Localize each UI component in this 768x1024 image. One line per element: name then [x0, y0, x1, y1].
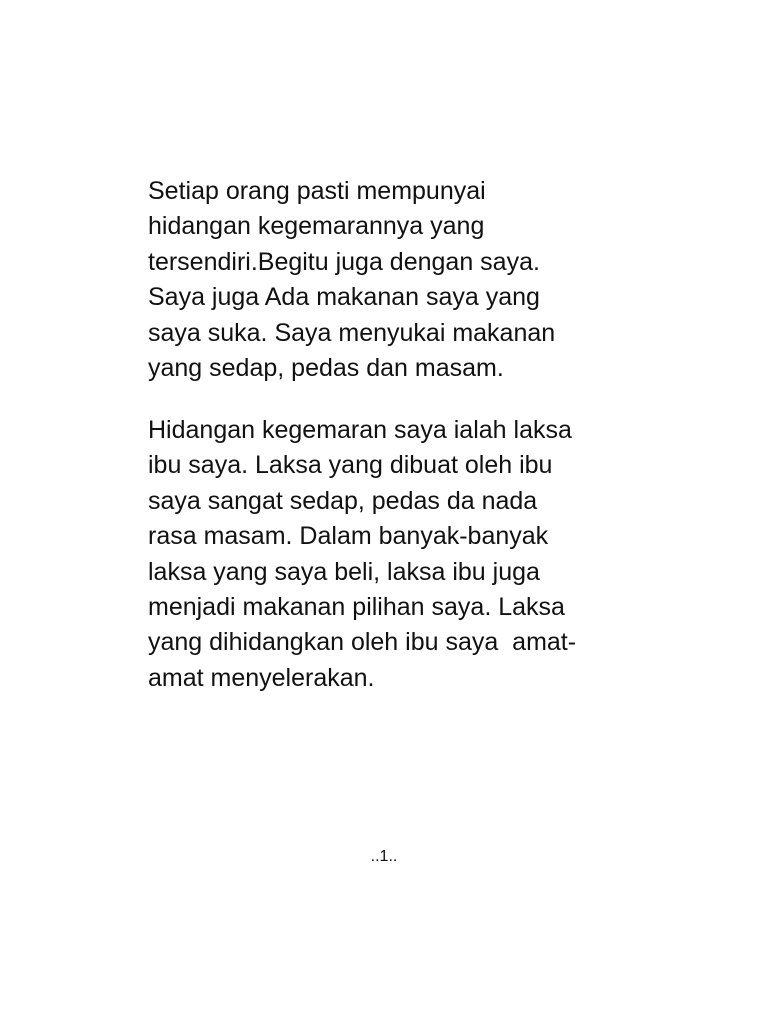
text-line: amat menyelerakan. — [148, 663, 375, 692]
text-line: yang sedap, pedas dan masam. — [148, 353, 504, 382]
text-line: menjadi makanan pilihan saya. Laksa — [148, 592, 565, 621]
page-number: ..1.. — [370, 848, 398, 865]
text-line: laksa yang saya beli, laksa ibu juga — [148, 557, 540, 586]
text-line: ibu saya. Laksa yang dibuat oleh ibu — [148, 451, 553, 480]
text-line: saya suka. Saya menyukai makanan — [148, 318, 556, 347]
text-line: rasa masam. Dalam banyak-banyak — [148, 522, 549, 551]
text-line: Hidangan kegemaran saya ialah laksa — [148, 416, 572, 444]
text-line: Saya juga Ada makanan saya yang — [148, 283, 540, 312]
paragraph-2 — [148, 413, 668, 696]
text-line: tersendiri.Begitu juga dengan saya. — [148, 247, 540, 276]
text-line: Setiap orang pasti mempunyai — [148, 177, 486, 205]
text-line: yang dihidangkan oleh ibu saya amat- — [148, 628, 577, 657]
text-line: saya sangat sedap, pedas da nada — [148, 486, 538, 515]
paragraph-1 — [148, 174, 668, 386]
text-line: hidangan kegemarannya yang — [148, 212, 485, 241]
